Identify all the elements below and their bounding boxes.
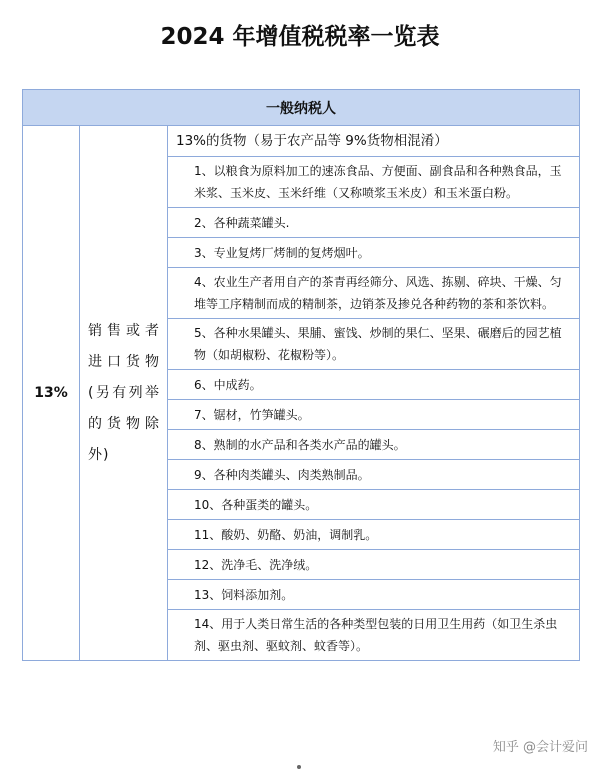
table-row-item-7: 7、锯材，竹笋罐头。 [168, 400, 580, 430]
category-cell: 销售或者进口货物(另有列举的货物除外) [80, 126, 168, 661]
table-row-item-9: 9、各种肉类罐头、肉类熟制品。 [168, 460, 580, 490]
table-row-item-3: 3、专业复烤厂烤制的复烤烟叶。 [168, 238, 580, 268]
table-row-item-1: 1、以粮食为原料加工的速冻食品、方便面、副食品和各种熟食品，玉米浆、玉米皮、玉米纤维（又称喷浆玉米皮）和玉米蛋白粉。 [168, 157, 580, 208]
table-row-item-6: 6、中成药。 [168, 370, 580, 400]
table-row-item-11: 11、酸奶、奶酪、奶油，调制乳。 [168, 520, 580, 550]
rate-cell: 13% [23, 126, 80, 661]
table-row-item-8: 8、熟制的水产品和各类水产品的罐头。 [168, 430, 580, 460]
table-row-item-2: 2、各种蔬菜罐头. [168, 208, 580, 238]
page-indicator-dot [297, 765, 301, 769]
table-row-item-5: 5、各种水果罐头、果脯、蜜饯、炒制的果仁、坚果、碾磨后的园艺植物（如胡椒粉、花椒粉等）。 [168, 319, 580, 370]
tax-rate-table [22, 89, 580, 661]
table-row-item-13: 13、饲料添加剂。 [168, 580, 580, 610]
watermark: 知乎 @会计爱问 [492, 740, 588, 755]
table-row-item-14: 14、用于人类日常生活的各种类型包装的日用卫生用药（如卫生杀虫剂、驱虫剂、驱蚊剂、蚊香等）。 [168, 610, 580, 661]
page-title: 2024 年增值税税率一览表 [160, 24, 440, 50]
table-row-item-0: 13%的货物（易于农产品等 9%货物相混淆） [168, 126, 580, 157]
table-header-general-taxpayer: 一般纳税人 [23, 90, 580, 126]
table-row-item-12: 12、洗净毛、洗净绒。 [168, 550, 580, 580]
table-row-item-4: 4、农业生产者用自产的茶青再经筛分、风选、拣剔、碎块、干燥、匀堆等工序精制而成的精制茶，边销茶及掺兑各种药物的茶和茶饮料。 [168, 268, 580, 319]
table-row-item-10: 10、各种蛋类的罐头。 [168, 490, 580, 520]
